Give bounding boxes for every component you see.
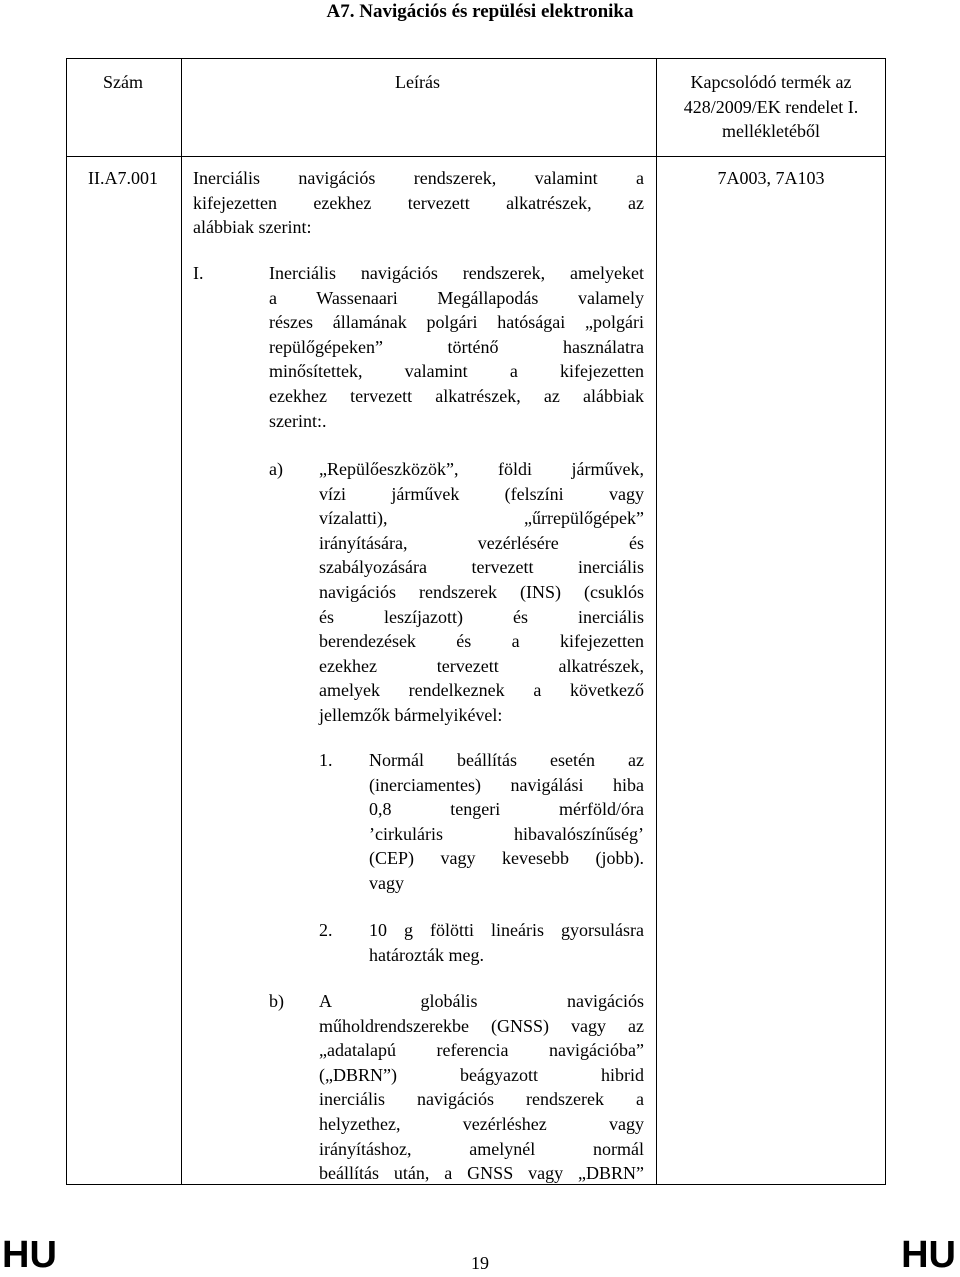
page-number: 19: [471, 1253, 489, 1273]
item-1-marker: 1.: [319, 750, 333, 770]
item-2-text: 10 g fölötti lineáris gyorsulásra határozták meg.: [369, 920, 644, 965]
header-description: Leírás: [395, 72, 440, 92]
row-related-product: 7A003, 7A103: [717, 168, 825, 188]
item-1-text: Normál beállítás esetén az (inerciamentes) navigálási hiba 0,8 tengeri mérföld/óra ’cirkuláris hibavalószínűség’ (CEP) vagy kevesebb (jobb). vagy: [369, 750, 644, 893]
language-code-left: HU: [2, 1234, 57, 1276]
item-i-marker: I.: [193, 263, 204, 283]
item-a-marker: a): [269, 459, 283, 479]
row-intro: Inerciális navigációs rendszerek, valamint a kifejezetten ezekhez tervezett alkatrészek, az alábbiak szerint:: [193, 168, 644, 238]
section-title: A7. Navigációs és repülési elektronika: [326, 1, 634, 22]
item-i-text: Inerciális navigációs rendszerek, amelyeket a Wassenaari Megállapodás valamely részes államának polgári hatóságai „polgári repülőgépeken” történő használatra minősítettek, valamint a kifejezetten ezekhez tervezett alkatrészek, az alábbiak szerint:.: [269, 263, 644, 431]
header-divider: [67, 156, 885, 157]
column-divider-2: [656, 59, 657, 1184]
header-number: Szám: [103, 72, 143, 92]
item-b-text: A globális navigációs műholdrendszerekbe (GNSS) vagy az „adatalapú referencia navigációba” („DBRN”) beágyazott hibrid inerciális navigációs rendszerek a helyzethez, vezérléshez vagy irányításhoz, amelynél normál beállítás után, a GNSS vagy „DBRN”: [319, 991, 644, 1184]
item-b-marker: b): [269, 991, 284, 1011]
language-code-right: HU: [901, 1234, 956, 1276]
column-divider-1: [181, 59, 182, 1184]
item-2-marker: 2.: [319, 920, 333, 940]
header-related-product: Kapcsolódó termék az 428/2009/EK rendelet I. mellékletéből: [683, 72, 859, 142]
row-number: II.A7.001: [88, 168, 158, 188]
item-a-text: „Repülőeszközök”, földi járművek, vízi járművek (felszíni vagy vízalatti), „űrrepülőgépek” irányítására, vezérlésére és szabályozására tervezett inerciális navigációs rendszerek (INS) (csuklós és leszíjazott) és inerciális berendezések és a kifejezetten ezekhez tervezett alkatrészek, amelyek rendelkeznek a következő jellemzők bármelyikével:: [319, 459, 644, 725]
